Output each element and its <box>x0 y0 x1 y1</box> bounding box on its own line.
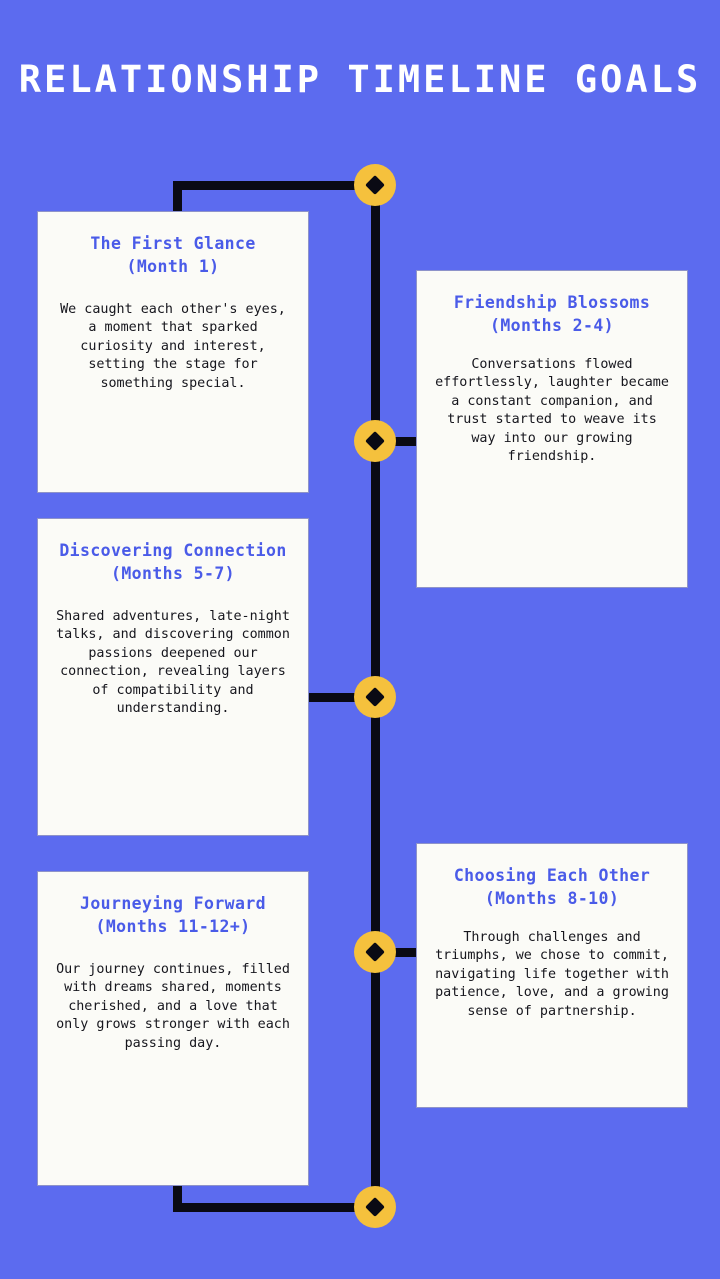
milestone-title: The First Glance (Month 1) <box>90 234 256 277</box>
milestone-card-first-glance <box>37 211 309 493</box>
connector-bottom-horizontal <box>173 1203 378 1212</box>
milestone-body: We caught each other's eyes, a moment that sparked curiosity and interest, setting the stage for something special. <box>60 301 286 391</box>
connector-top-horizontal <box>173 181 378 190</box>
milestone-body: Conversations flowed effortlessly, laughter became a constant companion, and trust started to weave its way into our growing friendship. <box>435 356 669 465</box>
diamond-icon <box>365 1197 385 1217</box>
milestone-title: Friendship Blossoms (Months 2-4) <box>453 293 651 336</box>
timeline-node-2 <box>354 420 396 462</box>
milestone-body: Our journey continues, filled with dreams shared, moments cherished, and a love that only grows stronger with each passing day. <box>56 961 290 1051</box>
milestone-card-choosing-each-other <box>416 843 688 1108</box>
diamond-icon <box>365 175 385 195</box>
milestone-card-journeying-forward <box>37 871 309 1186</box>
diamond-icon <box>365 942 385 962</box>
milestone-title: Journeying Forward (Months 11-12+) <box>79 894 266 937</box>
milestone-title: Discovering Connection (Months 5-7) <box>59 541 287 584</box>
timeline-node-4 <box>354 931 396 973</box>
diamond-icon <box>365 687 385 707</box>
milestone-title: Choosing Each Other (Months 8-10) <box>453 866 651 909</box>
timeline-node-5 <box>354 1186 396 1228</box>
timeline-node-1 <box>354 164 396 206</box>
milestone-card-discovering-connection <box>37 518 309 836</box>
page-title: RELATIONSHIP TIMELINE GOALS <box>18 57 702 101</box>
milestone-card-friendship-blossoms <box>416 270 688 588</box>
milestone-body: Through challenges and triumphs, we chose to commit, navigating life together with patience, love, and a growing sense of partnership. <box>435 929 669 1019</box>
milestone-body: Shared adventures, late-night talks, and discovering common passions deepened our connection, revealing layers of compatibility and understanding. <box>56 608 290 717</box>
timeline-node-3 <box>354 676 396 718</box>
diamond-icon <box>365 431 385 451</box>
